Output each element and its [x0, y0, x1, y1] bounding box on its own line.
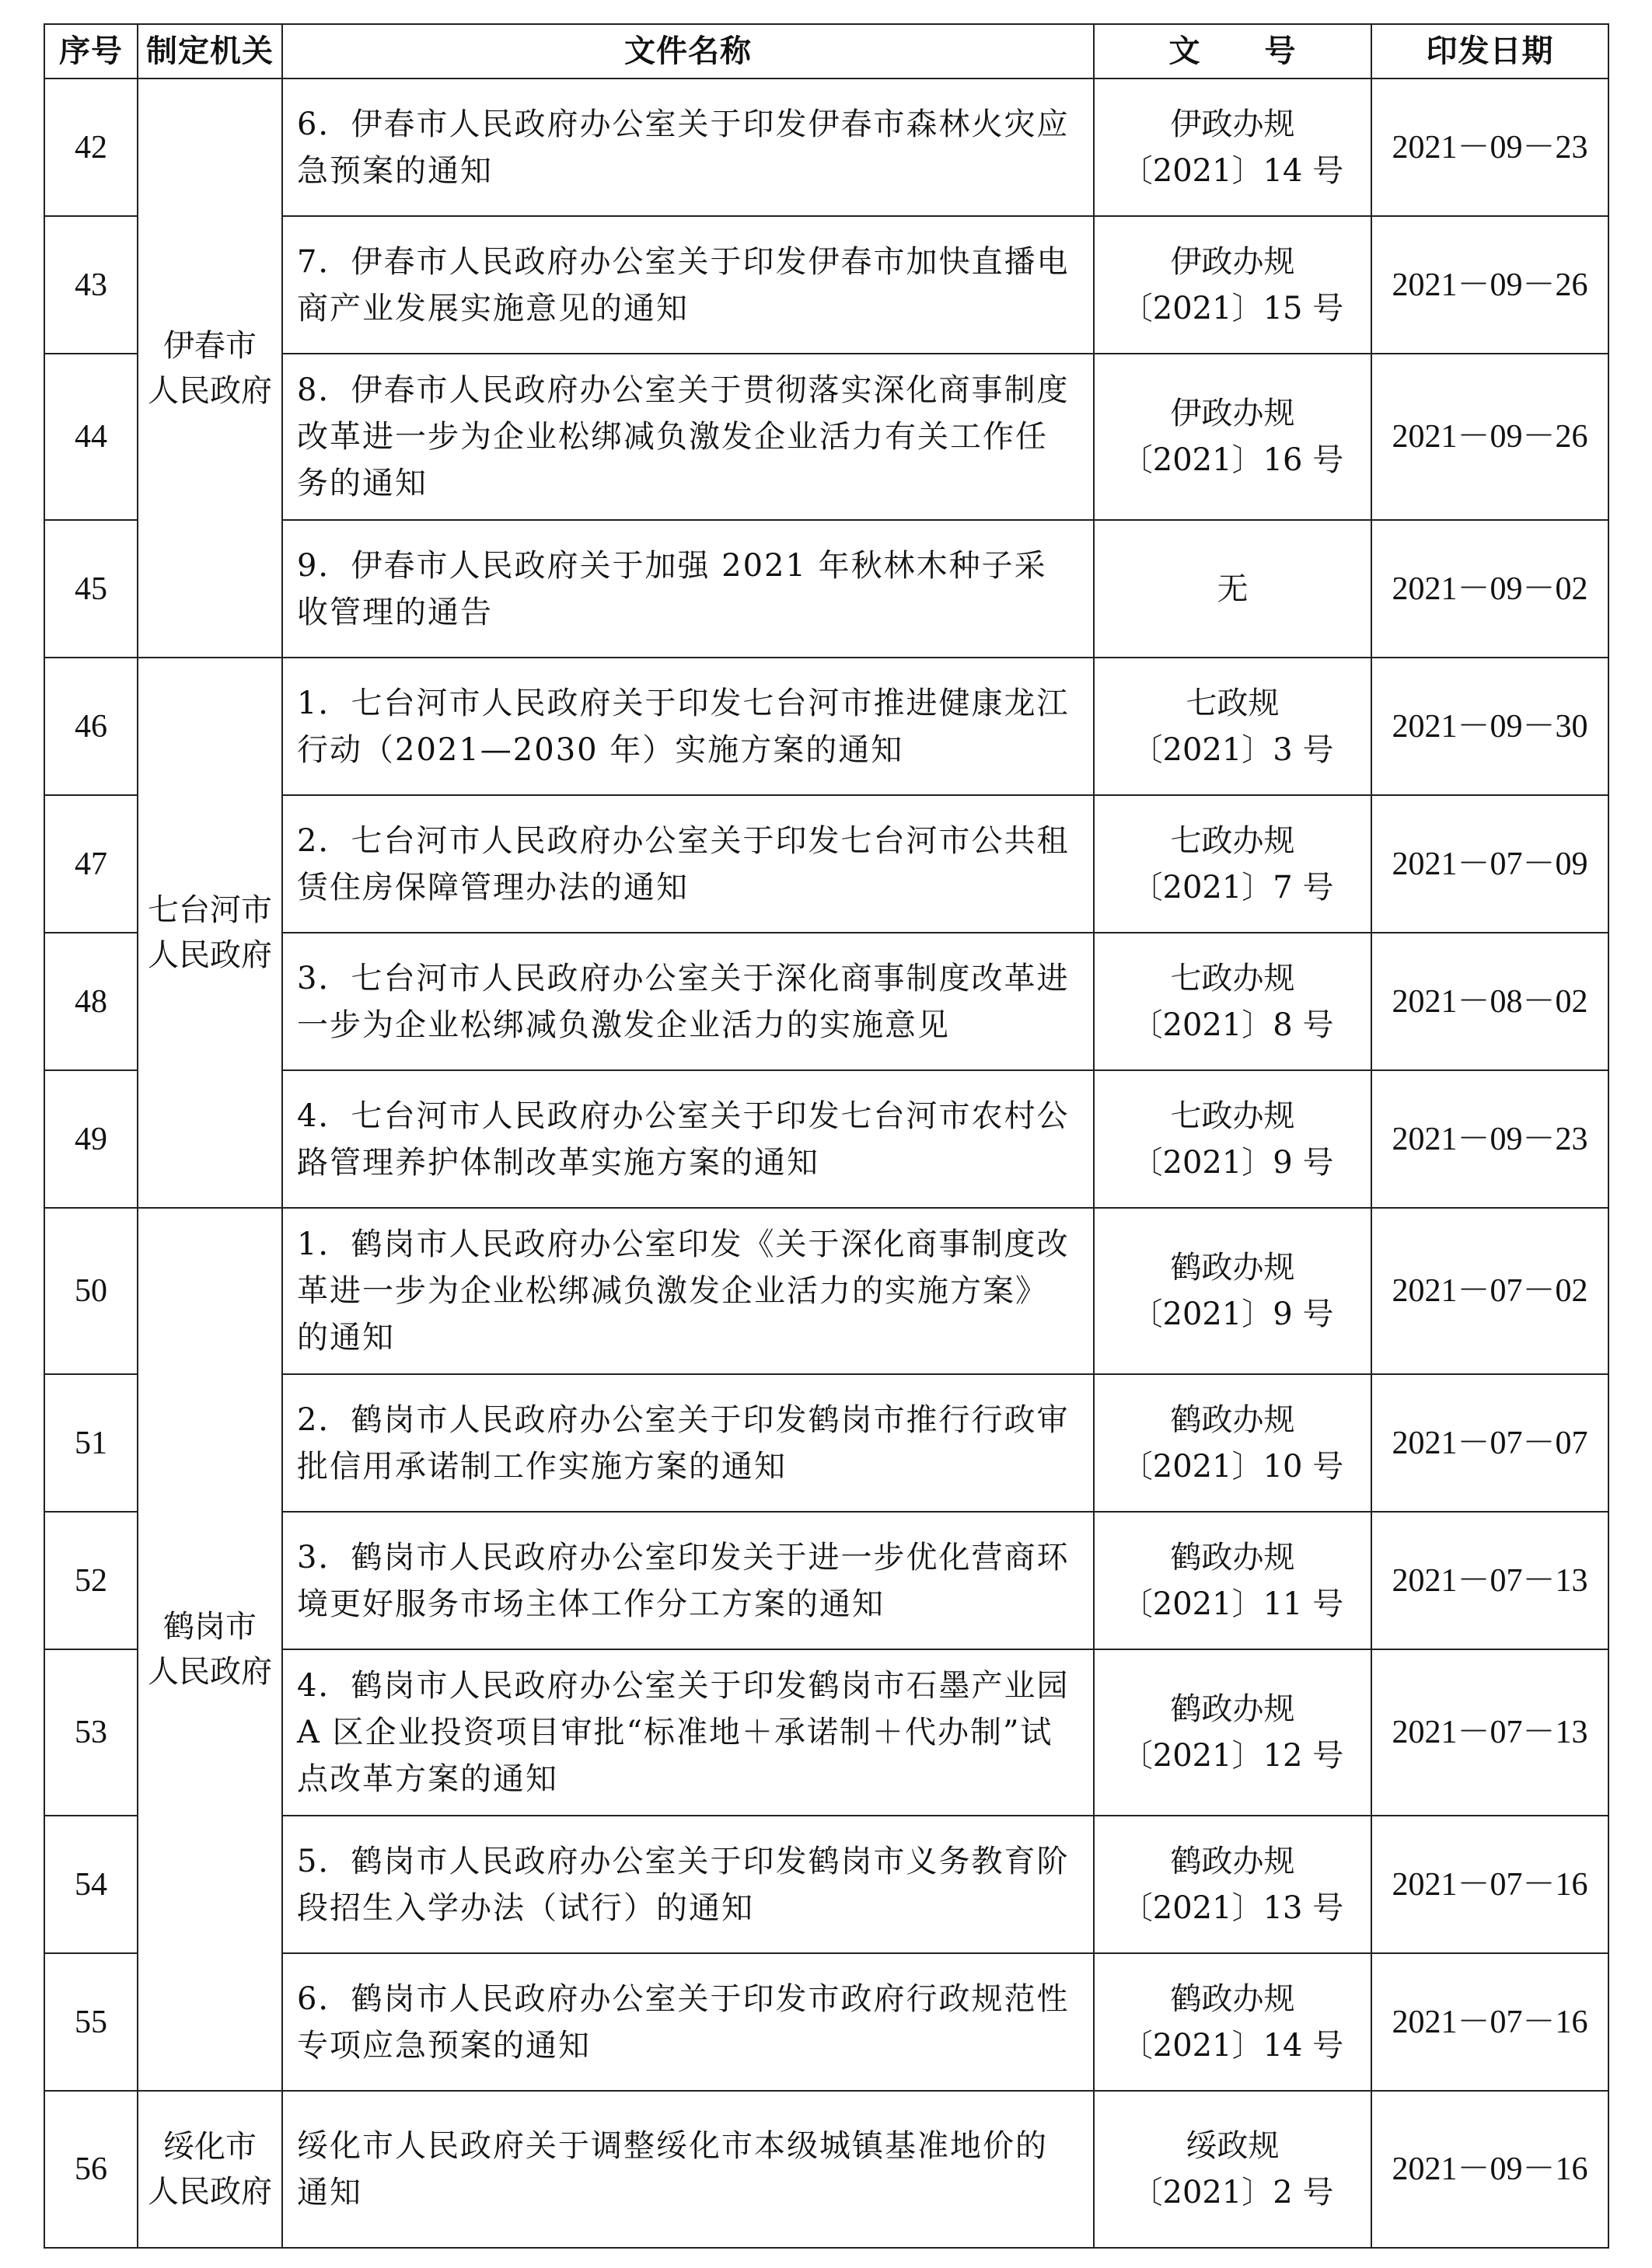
row-seq: 50 — [44, 1208, 138, 1374]
agency-qitaihe — [138, 658, 282, 1208]
row-title: 2．鹤岗市人民政府办公室关于印发鹤岗市推行行政审批信用承诺制工作实施方案的通知 — [282, 1374, 1094, 1512]
docno-line1: 七政规 — [1186, 685, 1280, 721]
row-title: 4．七台河市人民政府办公室关于印发七台河市农村公路管理养护体制改革实施方案的通知 — [282, 1070, 1094, 1208]
row-docno — [1094, 1374, 1371, 1512]
docno-line2: 〔2021〕13 号 — [1121, 1889, 1344, 1926]
row-seq: 55 — [44, 1953, 138, 2091]
row-title: 4．鹤岗市人民政府办公室关于印发鹤岗市石墨产业园 A 区企业投资项目审批“标准地＋承诺制＋代办制”试点改革方案的通知 — [282, 1649, 1094, 1816]
row-date: 2021－08－02 — [1371, 933, 1608, 1070]
row-title: 绥化市人民政府关于调整绥化市本级城镇基准地价的通知 — [282, 2091, 1094, 2248]
docno-line1: 七政办规 — [1170, 822, 1295, 859]
docno-line1: 绥政规 — [1186, 2128, 1280, 2164]
docno-line1: 鹤政办规 — [1170, 1401, 1295, 1438]
agency-line: 人民政府 — [148, 1654, 272, 1690]
row-seq: 47 — [44, 795, 138, 933]
docno-line1: 鹤政办规 — [1170, 1250, 1295, 1286]
row-date: 2021－07－02 — [1371, 1208, 1608, 1374]
row-docno — [1094, 795, 1371, 933]
docno-line2: 〔2021〕14 号 — [1121, 2027, 1344, 2064]
header-agency: 制定机关 — [138, 24, 282, 79]
row-title: 1．七台河市人民政府关于印发七台河市推进健康龙江行动（2021—2030 年）实施方案的通知 — [282, 658, 1094, 795]
table-row — [44, 1208, 1608, 1374]
header-seq: 序号 — [44, 24, 138, 79]
agency-line: 鹤岗市 — [163, 1609, 257, 1645]
row-docno — [1094, 79, 1371, 216]
row-title: 6．鹤岗市人民政府办公室关于印发市政府行政规范性专项应急预案的通知 — [282, 1953, 1094, 2091]
row-date: 2021－09－23 — [1371, 79, 1608, 216]
document-table — [44, 23, 1609, 2249]
row-date: 2021－09－26 — [1371, 216, 1608, 354]
row-date: 2021－07－07 — [1371, 1374, 1608, 1512]
docno-line2: 〔2021〕2 号 — [1131, 2175, 1334, 2210]
docno-line1: 伊政办规 — [1170, 106, 1295, 142]
row-seq: 45 — [44, 520, 138, 658]
row-title: 8．伊春市人民政府办公室关于贯彻落实深化商事制度改革进一步为企业松绑减负激发企业活力有关工作任务的通知 — [282, 354, 1094, 520]
row-docno — [1094, 354, 1371, 520]
row-date: 2021－09－23 — [1371, 1070, 1608, 1208]
row-title: 2．七台河市人民政府办公室关于印发七台河市公共租赁住房保障管理办法的通知 — [282, 795, 1094, 933]
row-seq: 54 — [44, 1816, 138, 1953]
row-docno — [1094, 1208, 1371, 1374]
docno-line1: 伊政办规 — [1170, 243, 1295, 280]
docno-line1: 鹤政办规 — [1170, 1980, 1295, 2017]
docno-line2: 〔2021〕16 号 — [1121, 442, 1344, 478]
docno-line2: 〔2021〕12 号 — [1121, 1738, 1344, 1774]
agency-yichun — [138, 79, 282, 658]
header-title: 文件名称 — [282, 24, 1094, 79]
docno-line2: 〔2021〕15 号 — [1121, 290, 1344, 326]
row-date: 2021－07－16 — [1371, 1953, 1608, 2091]
row-docno — [1094, 1953, 1371, 2091]
row-title: 3．七台河市人民政府办公室关于深化商事制度改革进一步为企业松绑减负激发企业活力的实施意见 — [282, 933, 1094, 1070]
docno-line1: 鹤政办规 — [1170, 1539, 1295, 1575]
agency-line: 人民政府 — [148, 937, 272, 973]
row-seq: 53 — [44, 1649, 138, 1816]
docno-line2: 〔2021〕10 号 — [1121, 1448, 1344, 1485]
row-date: 2021－09－30 — [1371, 658, 1608, 795]
agency-hegang — [138, 1208, 282, 2091]
row-seq: 43 — [44, 216, 138, 354]
row-docno — [1094, 2091, 1371, 2248]
row-seq: 48 — [44, 933, 138, 1070]
row-title: 5．鹤岗市人民政府办公室关于印发鹤岗市义务教育阶段招生入学办法（试行）的通知 — [282, 1816, 1094, 1953]
agency-line: 人民政府 — [148, 2174, 272, 2210]
docno-line2: 〔2021〕8 号 — [1131, 1007, 1334, 1043]
table-row — [44, 658, 1608, 795]
docno-line2: 〔2021〕9 号 — [1131, 1144, 1334, 1181]
table-row — [44, 79, 1608, 216]
row-docno — [1094, 1816, 1371, 1953]
row-title: 7．伊春市人民政府办公室关于印发伊春市加快直播电商产业发展实施意见的通知 — [282, 216, 1094, 354]
agency-suihua — [138, 2091, 282, 2248]
docno-line2: 〔2021〕14 号 — [1121, 152, 1344, 189]
agency-line: 人民政府 — [148, 372, 272, 409]
row-docno — [1094, 1649, 1371, 1816]
agency-line: 绥化市 — [163, 2129, 257, 2165]
row-title: 1．鹤岗市人民政府办公室印发《关于深化商事制度改革进一步为企业松绑减负激发企业活力的实施方案》的通知 — [282, 1208, 1094, 1374]
docno-line1: 鹤政办规 — [1170, 1843, 1295, 1879]
row-seq: 42 — [44, 79, 138, 216]
docno-line2: 〔2021〕3 号 — [1131, 731, 1334, 768]
docno-line1: 鹤政办规 — [1170, 1691, 1295, 1727]
row-date: 2021－07－13 — [1371, 1512, 1608, 1649]
row-seq: 44 — [44, 354, 138, 520]
row-date: 2021－09－26 — [1371, 354, 1608, 520]
docno-line1: 七政办规 — [1170, 1097, 1295, 1134]
docno-line2: 〔2021〕11 号 — [1121, 1586, 1344, 1622]
docno-line1: 伊政办规 — [1170, 396, 1295, 431]
docno-line2: 〔2021〕7 号 — [1131, 869, 1334, 905]
agency-line: 伊春市 — [163, 327, 257, 364]
row-seq: 49 — [44, 1070, 138, 1208]
row-date: 2021－07－13 — [1371, 1649, 1608, 1816]
row-docno — [1094, 658, 1371, 795]
agency-line: 七台河市 — [148, 892, 272, 928]
row-date: 2021－07－16 — [1371, 1816, 1608, 1953]
row-seq: 46 — [44, 658, 138, 795]
header-docno: 文 号 — [1094, 24, 1371, 79]
row-docno — [1094, 1512, 1371, 1649]
row-seq: 56 — [44, 2091, 138, 2248]
row-seq: 52 — [44, 1512, 138, 1649]
row-docno — [1094, 1070, 1371, 1208]
row-date: 2021－09－02 — [1371, 520, 1608, 658]
row-docno: 无 — [1094, 520, 1371, 658]
row-title: 3．鹤岗市人民政府办公室印发关于进一步优化营商环境更好服务市场主体工作分工方案的通知 — [282, 1512, 1094, 1649]
docno-line1: 七政办规 — [1170, 960, 1295, 996]
row-docno — [1094, 216, 1371, 354]
row-date: 2021－07－09 — [1371, 795, 1608, 933]
table-row — [44, 2091, 1608, 2248]
header-row — [44, 24, 1608, 79]
row-seq: 51 — [44, 1374, 138, 1512]
header-date: 印发日期 — [1371, 24, 1608, 79]
row-title: 9．伊春市人民政府关于加强 2021 年秋林木种子采收管理的通告 — [282, 520, 1094, 658]
row-title: 6．伊春市人民政府办公室关于印发伊春市森林火灾应急预案的通知 — [282, 79, 1094, 216]
row-docno — [1094, 933, 1371, 1070]
docno-line2: 〔2021〕9 号 — [1131, 1296, 1334, 1332]
row-date: 2021－09－16 — [1371, 2091, 1608, 2248]
